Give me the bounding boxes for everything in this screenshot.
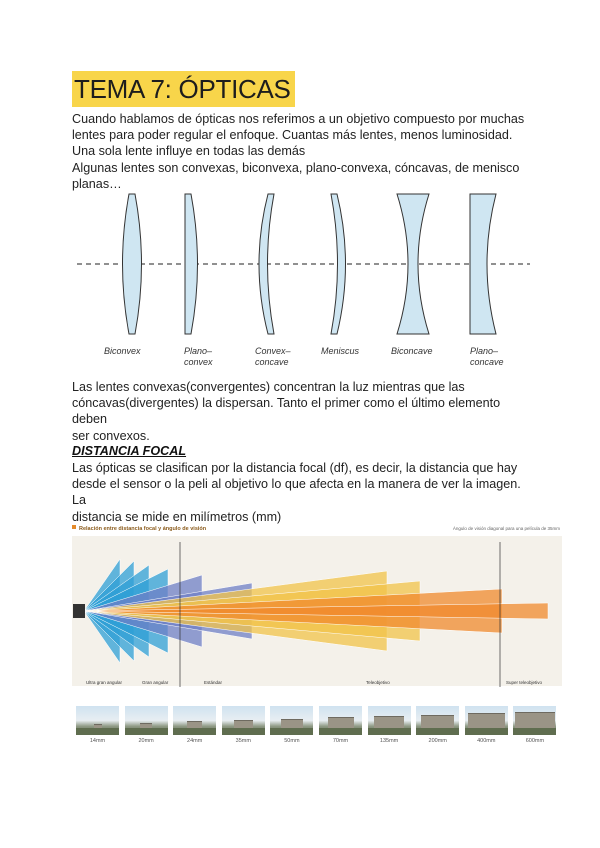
building-shape (468, 713, 505, 728)
ground-shape (125, 728, 168, 735)
camera-icon (73, 604, 85, 618)
focal-length-label: 20mm (138, 738, 154, 744)
focal-length-label: 600mm (525, 738, 545, 744)
ground-shape (368, 728, 411, 735)
focal-line: desde el sensor o la peli al objetivo lo que afecta en la manera de ver la imagen. La (72, 477, 521, 508)
focal-length-label: 50mm (284, 738, 300, 744)
focal-thumbnail (270, 706, 313, 735)
building-shape (281, 719, 303, 728)
ground-shape (270, 728, 313, 735)
focal-heading: DISTANCIA FOCAL (72, 444, 187, 458)
lens-convex-concave (259, 194, 274, 334)
focal-angle-chart (72, 522, 562, 697)
focal-thumbnail (416, 706, 459, 735)
ground-shape (173, 728, 216, 735)
intro-line: Algunas lentes son convexas, biconvexa, plano-convexa, cóncavas, de menisco (72, 160, 520, 175)
building-shape (234, 720, 253, 728)
lens-label-plano-concave: Plano– concave (470, 346, 504, 367)
lens-types-diagram (72, 190, 534, 375)
ground-shape (319, 728, 362, 735)
intro-line: Cuando hablamos de ópticas nos referimos a un objetivo compuesto por muchas (72, 112, 525, 126)
convex-line: Las lentes convexas(convergentes) concentran la luz mientras que las (72, 380, 465, 394)
focal-paragraph (72, 460, 532, 525)
focal-thumbnails (76, 706, 560, 746)
focal-length-label: 400mm (477, 738, 496, 744)
convex-line: cóncavas(divergentes) la dispersan. Tanto el primer como el último elemento deben (72, 396, 501, 427)
focal-length-label: 70mm (332, 738, 349, 744)
focal-line: distancia se mide en milímetros (mm) (72, 509, 282, 524)
page-title: TEMA 7: ÓPTICAS (72, 71, 295, 107)
focal-length-label: 24mm (187, 738, 203, 744)
convex-line: ser convexos. (72, 428, 150, 443)
building-shape (421, 715, 454, 728)
category-label: Gran angular (142, 680, 169, 685)
ground-shape (513, 728, 556, 735)
intro-line: Una sola lente influye en todas las demás (72, 144, 306, 159)
lens-label-convex-concave: Convex– concave (255, 346, 291, 367)
focal-length-label: 135mm (379, 738, 399, 744)
focal-thumbnail (76, 706, 119, 735)
focal-thumbnail (173, 706, 216, 735)
focal-length-label: 35mm (235, 738, 251, 744)
building-shape (328, 717, 354, 728)
focal-thumbnail (368, 706, 411, 735)
intro-paragraph (72, 111, 532, 192)
building-shape (374, 716, 404, 728)
category-label: Estándar (204, 680, 223, 685)
focal-thumbnail (125, 706, 168, 735)
focal-length-label: 200mm (428, 738, 447, 744)
focal-thumbnail (513, 706, 556, 735)
lens-label-meniscus: Meniscus (321, 346, 360, 356)
chart-title-marker (72, 525, 76, 529)
category-label: Ultra gran angular (86, 680, 123, 685)
lens-plano-convex (185, 194, 198, 334)
chart-title: Relación entre distancia focal y ángulo de visión (79, 526, 207, 532)
focal-length-label: 14mm (89, 738, 106, 744)
lens-biconvex (123, 194, 142, 334)
ground-shape (416, 728, 459, 735)
intro-line: planas… (72, 176, 122, 191)
chart-note: Ángulo de visión diagonal para una película de 35mm (452, 526, 560, 531)
ground-shape (222, 728, 265, 735)
intro-line: lentes para poder regular el enfoque. Cuantas más lentes, menos luminosidad. (72, 128, 513, 143)
focal-thumbnail (222, 706, 265, 735)
convex-paragraph (72, 379, 532, 444)
lens-label-biconcave: Biconcave (391, 346, 433, 356)
ground-shape (76, 728, 119, 735)
lens-label-plano-convex: Plano– convex (184, 346, 213, 367)
ground-shape (465, 728, 508, 735)
focal-line: Las ópticas se clasifican por la distancia focal (df), es decir, la distancia que hay (72, 461, 518, 475)
lens-label-biconvex: Biconvex (104, 346, 141, 356)
category-label: Teleobjetivo (366, 680, 390, 685)
focal-thumbnail (465, 706, 508, 735)
category-label: Super teleobjetivo (506, 680, 543, 685)
building-shape (187, 721, 202, 728)
building-shape (515, 712, 555, 728)
focal-thumbnail (319, 706, 362, 735)
